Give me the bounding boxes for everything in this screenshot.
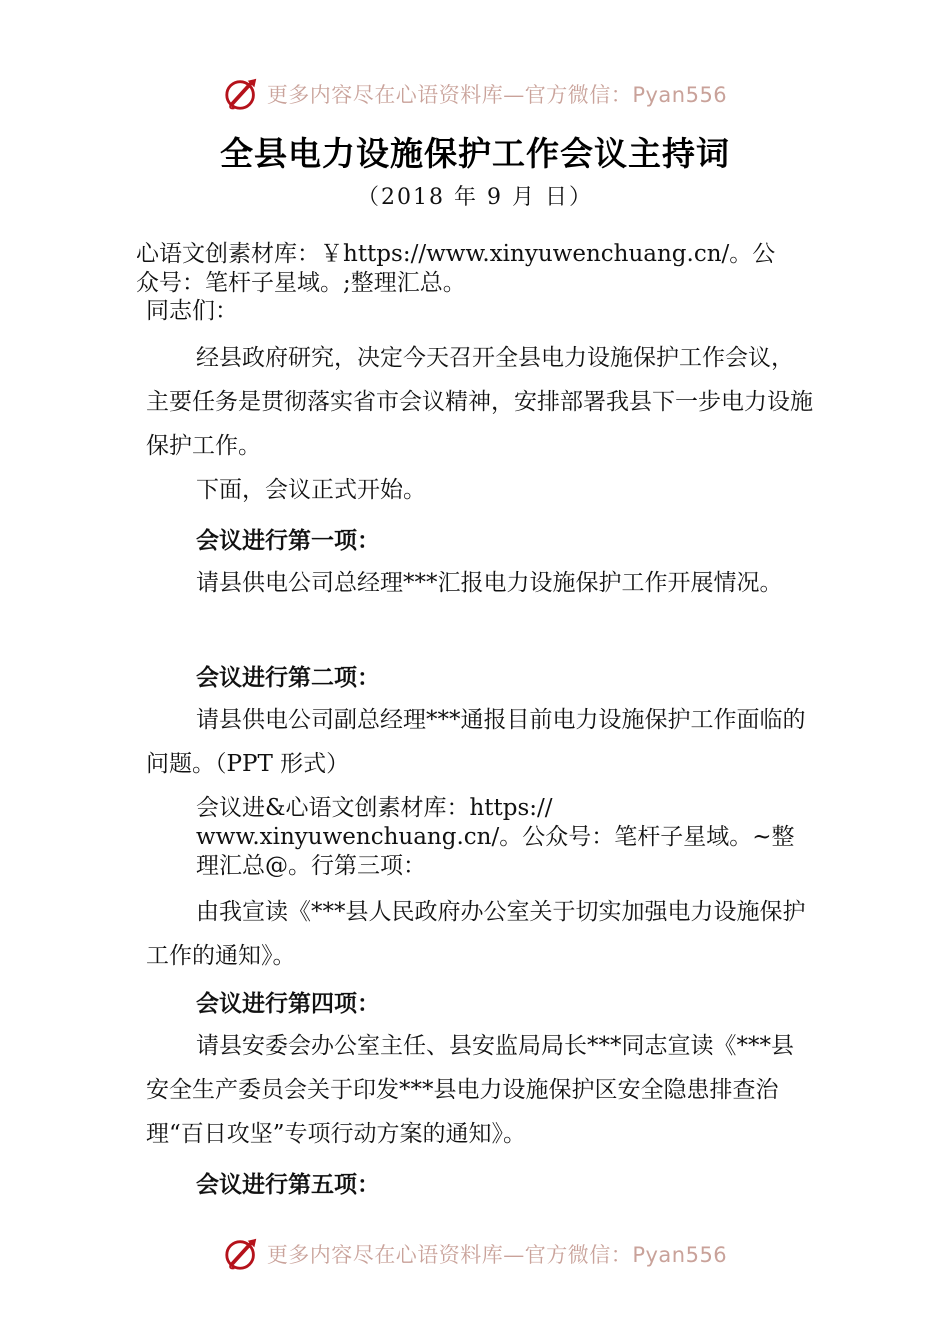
item4-text: 请县安委会办公室主任、县安监局局长***同志宣读《***县安全生产委员会关于印发***县电力设施保护区安全隐患排查治理“百日攻坚”专项行动方案的通知》。 [146,1033,794,1147]
paragraph-intro: 经县政府研究，决定今天召开全县电力设施保护工作会议，主要任务是贯彻落实省市会议精神，安排部署我县下一步电力设施保护工作。 [146,345,813,459]
document-date: （2018 年 9 月 日） [357,185,593,210]
item3-line-1: 会议进&心语文创素材库：https:// [196,795,553,821]
item1-text: 请县供电公司总经理***汇报电力设施保护工作开展情况。 [196,570,783,596]
source-line-1: 心语文创素材库：￥https://www.xinyuwenchuang.cn/。公 [136,241,776,267]
item4-heading: 会议进行第四项： [196,991,380,1017]
item3-line-2: www.xinyuwenchuang.cn/。公众号：笔杆子星域。~整 [196,824,795,850]
document-title: 全县电力设施保护工作会议主持词 [220,134,730,173]
banner-wechat: Pyan556 [632,83,728,107]
source-note [136,240,816,298]
item1-heading: 会议进行第一项： [196,528,380,554]
item3-text: 由我宣读《***县人民政府办公室关于切实加强电力设施保护工作的通知》。 [146,899,806,969]
source-line-2: 众号：笔杆子星域。;整理汇总。 [136,270,466,296]
item3-heading-block [196,794,816,881]
item2-heading: 会议进行第二项： [196,665,380,691]
banner-text: 更多内容尽在心语资料库—官方微信：Pyan556 [266,83,728,107]
item2-text: 请县供电公司副总经理***通报目前电力设施保护工作面临的问题。（PPT 形式） [146,707,806,777]
footer-banner [0,1232,950,1276]
brush-logo-icon [223,75,261,113]
brush-logo-icon [223,1235,261,1273]
header-banner [0,72,950,116]
banner-text: 更多内容尽在心语资料库—官方微信：Pyan556 [266,1243,728,1267]
salutation: 同志们： [146,298,238,324]
paragraph-start: 下面，会议正式开始。 [196,477,426,503]
banner-wechat: Pyan556 [632,1243,728,1267]
item3-line-3: 理汇总@。行第三项： [196,853,426,879]
item5-heading: 会议进行第五项： [196,1172,380,1198]
